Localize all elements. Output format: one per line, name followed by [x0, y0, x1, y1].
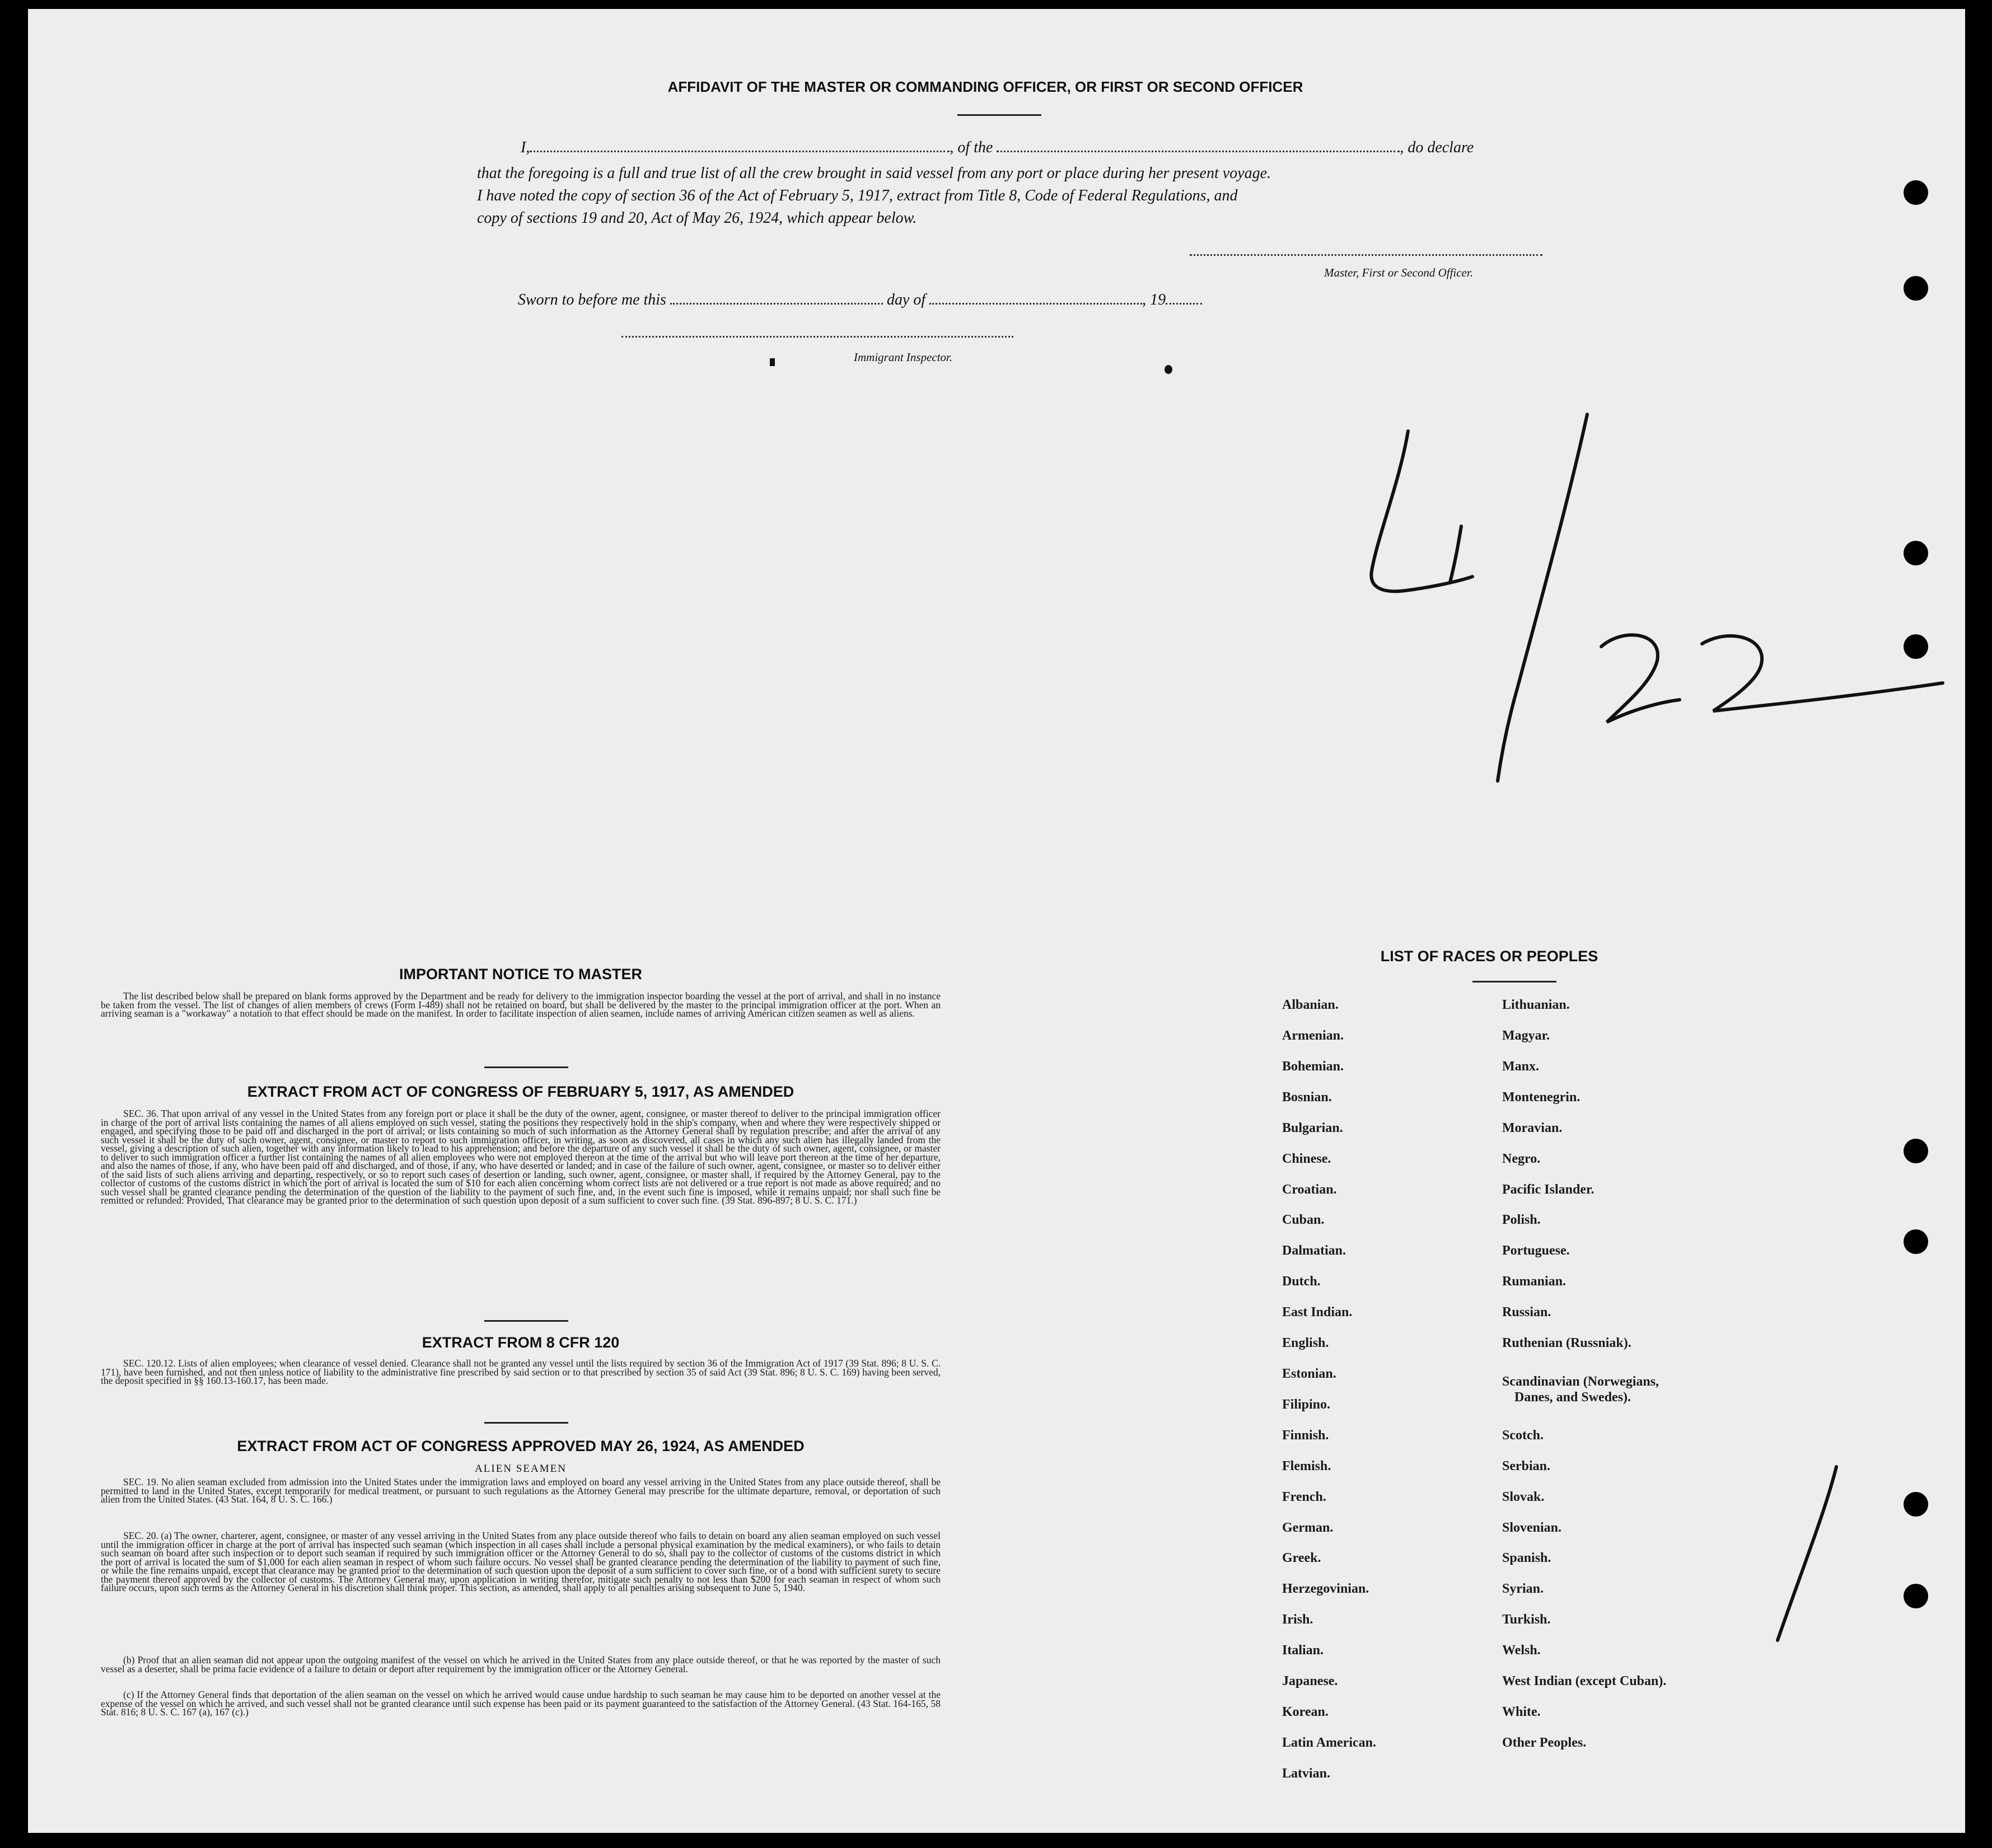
handwritten-digit-4	[1371, 431, 1472, 591]
race-item: Pacific Islander.	[1502, 1182, 1594, 1197]
master-signature-line[interactable]	[1190, 254, 1542, 256]
declarant-name-field[interactable]	[530, 139, 950, 152]
race-item: Magyar.	[1502, 1028, 1550, 1043]
races-title: LIST OF RACES OR PEOPLES	[1380, 948, 1598, 965]
race-item: Korean.	[1282, 1705, 1329, 1719]
extract-cfr-text: SEC. 120.12. Lists of alien employees; when clearance of vessel denied. Clearance shall not be granted any vessel until the lists required by section 36 of the Immigration Act of 1917 (39 Stat. 896; 8 U. S. C. 171), have been furnished, and not then unless notice of liability to the administrative fine prescribed by said section or to that prescribed by section 35 of said Act (39 Stat. 896; 8 U. S. C. 169) having been served, the deposit specified in §§ 160.13-160.17, has been made.	[101, 1358, 941, 1386]
races-divider	[1472, 981, 1556, 983]
race-item: West Indian (except Cuban).	[1502, 1674, 1667, 1688]
declare-label: , do declare	[1400, 139, 1474, 156]
race-item: Other Peoples.	[1502, 1735, 1587, 1750]
race-item: English.	[1282, 1336, 1329, 1350]
punch-hole	[1904, 541, 1928, 565]
race-item: Moravian.	[1502, 1121, 1563, 1135]
race-item: Slovenian.	[1502, 1520, 1562, 1535]
declaration-line-1	[521, 139, 1551, 157]
race-item: Negro.	[1502, 1152, 1541, 1166]
race-item: East Indian.	[1282, 1305, 1353, 1320]
handwritten-mark	[1764, 1456, 1853, 1657]
handwritten-digit-4-stem	[1450, 526, 1461, 582]
extract-1924-subtitle: ALIEN SEAMEN	[475, 1463, 567, 1475]
declaration-line-4: copy of sections 19 and 20, Act of May 26, 1924, which appear below.	[477, 209, 917, 227]
race-item: Chinese.	[1282, 1152, 1331, 1166]
race-item: Irish.	[1282, 1612, 1313, 1627]
extract-1917-text: SEC. 36. That upon arrival of any vessel in the United States from any foreign port or place it shall be the duty of the owner, agent, consignee, or master thereof to deliver to the principal immigration officer in charge of the port of arrival lists containing the names of all aliens employed on such vessel, stating the positions they respectively hold in the ship's company, when and where they were respectively shipped or engaged, and specifying those to be paid off and discharged in the port of arrival; or lists containing so much of such information as the Attorney General shall by regulation prescribe; and after the arrival of any such vessel it shall be the duty of such owner, agent, consignee, or master to report to such immigration officer, in writing, as soon as discovered, all cases in which any such alien has illegally landed from the vessel, giving a description of such alien, together with any information likely to lead to his apprehension; and before the departure of any such vessel it shall be the duty of such owner, agent, consignee, or master to deliver to such immigration officer a further list containing the names of all alien employees who were not employed thereon at the time of the arrival but who will leave port thereon at the time of her departure, and also the names of those, if any, who have been paid off and discharged, and of those, if any, who have deserted or landed; and in case of the failure of such owner, agent, consignee, or master so to deliver either of the said lists of such aliens arriving and departing, respectively, or so to report such cases of desertion or landing, such owner, agent, consignee, or master shall, if required by the Attorney General, pay to the collector of customs of the customs district in which the port of arrival is located the sum of $10 for each alien concerning whom correct lists are not delivered or a true report is not made as above required; and no such vessel shall be granted clearance pending the determination of the question of the liability to the payment of such fine, and, in the event such fine is imposed, while it remains unpaid; nor shall such fine be remitted or refunded: Provided, That clearance may be granted prior to the determination of such question upon deposit of a sum sufficient to cover such fine. (39 Stat. 896-897; 8 U. S. C. 171.)	[101, 1108, 941, 1206]
sworn-line	[518, 291, 1202, 309]
race-item: Danes, and Swedes).	[1514, 1390, 1631, 1405]
race-item: Montenegrin.	[1502, 1090, 1580, 1105]
ink-speck	[770, 358, 775, 366]
punch-hole	[1904, 1139, 1928, 1163]
race-item: Cuban.	[1282, 1213, 1325, 1227]
sworn-month-field[interactable]	[929, 292, 1142, 305]
race-item: Japanese.	[1282, 1674, 1338, 1688]
section-20a-text: SEC. 20. (a) The owner, charterer, agent, consignee, or master of any vessel arriving in the United States from any place outside thereof who fails to detain on board any alien seaman employed on such vessel until the immigration officer in charge at the port of arrival has inspected such seaman (which inspection in all cases shall include a personal physical examination by the medical examiners), or who fails to detain such seaman on board after such inspection or to deport such seaman if required by such immigration officer or the Attorney General to do so, shall pay to the collector of customs of the customs district in which the port of arrival is located the sum of $1,000 for each alien seaman in respect of whom such failure occurs. No vessel shall be granted clearance pending the determination of the liability to payment of such fine, or while the fine remains unpaid, except that clearance may be granted prior to the determination of such question upon the deposit of a sum sufficient to cover such fine, or of a bond with sufficient surety to secure the payment thereof approved by the collector of customs. The Attorney General may, upon application in writing therefor, mitigate such penalty to not less than $200 for each seaman in respect of whom such failure occurs, upon such terms as the Attorney General in his discretion shall think proper. This section, as amended, shall apply to all penalties arising subsequent to June 5, 1940.	[101, 1530, 941, 1593]
race-item: Armenian.	[1282, 1028, 1344, 1043]
inspector-signature-label: Immigrant Inspector.	[854, 350, 953, 364]
race-item: Slovak.	[1502, 1490, 1545, 1504]
ink-speck	[1165, 365, 1172, 374]
section-divider	[484, 1422, 568, 1424]
race-item: Spanish.	[1502, 1551, 1551, 1565]
master-signature-label: Master, First or Second Officer.	[1324, 266, 1473, 279]
declaration-line-2: that the foregoing is a full and true list of all the crew brought in said vessel from any port or place during her present voyage.	[477, 165, 1271, 182]
affidavit-title: AFFIDAVIT OF THE MASTER OR COMMANDING OFFICER, OR FIRST OR SECOND OFFICER	[667, 78, 1303, 95]
race-item: Dutch.	[1282, 1274, 1321, 1289]
race-item: Manx.	[1502, 1059, 1539, 1074]
race-item: Latvian.	[1282, 1766, 1331, 1781]
declarant-label: I,	[521, 139, 530, 156]
race-item: Greek.	[1282, 1551, 1321, 1565]
race-item: Flemish.	[1282, 1459, 1331, 1473]
handwritten-slash	[1498, 414, 1587, 781]
section-19-text: SEC. 19. No alien seaman excluded from admission into the United States under the immigration laws and employed on board any vessel arriving in the United States from any place outside thereof, shall be permitted to land in the United States, except temporarily for medical treatment, or pursuant to such regulations as the Attorney General may prescribe for the ultimate departure, removal, or deportation of such alien from the United States. (43 Stat. 164, 8 U. S. C. 166.)	[101, 1476, 941, 1505]
race-item: Finnish.	[1282, 1428, 1329, 1443]
race-item: Ruthenian (Russniak).	[1502, 1336, 1631, 1350]
race-item: Estonian.	[1282, 1367, 1336, 1381]
race-item: Welsh.	[1502, 1643, 1541, 1658]
race-item: Scandinavian (Norwegians,	[1502, 1374, 1659, 1389]
race-item: Dalmatian.	[1282, 1243, 1346, 1258]
punch-hole	[1904, 1492, 1928, 1517]
inspector-signature-line[interactable]	[621, 336, 1013, 338]
section-20c-text: (c) If the Attorney General finds that deportation of the alien seaman on the vessel on which he arrived would cause undue hardship to such seaman he may cause him to be deported on another vessel at the expense of the vessel on which he arrived, and such vessel shall not be granted clearance until such expense has been paid or its payment guaranteed to the satisfaction of the Attorney General. (43 Stat. 164-165, 58 Stat. 816; 8 U. S. C. 167 (a), 167 (c).)	[101, 1689, 941, 1718]
punch-hole	[1904, 634, 1928, 659]
race-item: Polish.	[1502, 1213, 1541, 1227]
race-item: Bulgarian.	[1282, 1121, 1343, 1135]
sworn-day-field[interactable]	[670, 292, 883, 305]
race-item: Rumanian.	[1502, 1274, 1567, 1289]
notice-title: IMPORTANT NOTICE TO MASTER	[399, 966, 642, 983]
race-item: White.	[1502, 1705, 1541, 1719]
race-item: Russian.	[1502, 1305, 1551, 1320]
race-item: French.	[1282, 1490, 1326, 1504]
race-item: Italian.	[1282, 1643, 1324, 1658]
extract-cfr-title: EXTRACT FROM 8 CFR 120	[422, 1334, 620, 1351]
handwritten-date	[1344, 392, 1960, 817]
section-divider	[484, 1320, 568, 1322]
race-item: Albanian.	[1282, 998, 1339, 1012]
extract-1924-title: EXTRACT FROM ACT OF CONGRESS APPROVED MAY 26, 1924, AS AMENDED	[237, 1438, 805, 1454]
declaration-line-3: I have noted the copy of section 36 of the Act of February 5, 1917, extract from Title 8, Code of Federal Regulations, and	[477, 187, 1238, 204]
race-item: Bohemian.	[1282, 1059, 1344, 1074]
race-item: Latin American.	[1282, 1735, 1376, 1750]
year-label: , 19	[1142, 291, 1166, 308]
vessel-name-field[interactable]	[997, 139, 1400, 152]
punch-hole	[1904, 1229, 1928, 1254]
race-item: Serbian.	[1502, 1459, 1551, 1473]
affidavit-divider	[957, 114, 1041, 116]
punch-hole	[1904, 180, 1928, 205]
race-item: German.	[1282, 1520, 1334, 1535]
race-item: Portuguese.	[1502, 1243, 1570, 1258]
punch-hole	[1904, 276, 1928, 301]
vessel-label: , of the	[950, 139, 993, 156]
race-item: Herzegovinian.	[1282, 1582, 1369, 1596]
race-item: Filipino.	[1282, 1397, 1331, 1412]
punch-hole	[1904, 1584, 1928, 1608]
race-item: Lithuanian.	[1502, 998, 1570, 1012]
race-item: Bosnian.	[1282, 1090, 1332, 1105]
day-of-label: day of	[886, 291, 926, 308]
race-item: Croatian.	[1282, 1182, 1337, 1197]
race-item: Turkish.	[1502, 1612, 1551, 1627]
extract-1917-title: EXTRACT FROM ACT OF CONGRESS OF FEBRUARY 5, 1917, AS AMENDED	[247, 1083, 794, 1100]
race-item: Scotch.	[1502, 1428, 1544, 1443]
handwritten-digit-2a	[1601, 635, 1680, 722]
notice-text: The list described below shall be prepared on blank forms approved by the Department and be ready for delivery to the immigration inspector boarding the vessel at the port of arrival, and shall in no instance be taken from the vessel. The list of changes of alien members of crews (Form I-489) shall not be retained on board, but shall be delivered by the master to the principal immigration officer at the port. When an arriving seaman is a "workaway" a notation to that effect should be made on the manifest. In order to facilitate inspection of alien seamen, include names of arriving American citizen seamen as well as aliens.	[101, 990, 941, 1019]
section-20b-text: (b) Proof that an alien seaman did not appear upon the outgoing manifest of the vessel on which he arrived in the United States from any place outside thereof, or that he was reported by the master of such vessel as a deserter, shall be prima facie evidence of a failure to detain or deport after requirement by the immigration officer or the Attorney General.	[101, 1654, 941, 1674]
race-item: Syrian.	[1502, 1582, 1544, 1596]
section-divider	[484, 1066, 568, 1068]
sworn-label: Sworn to before me this	[518, 291, 666, 308]
sworn-year-field[interactable]	[1166, 292, 1202, 305]
